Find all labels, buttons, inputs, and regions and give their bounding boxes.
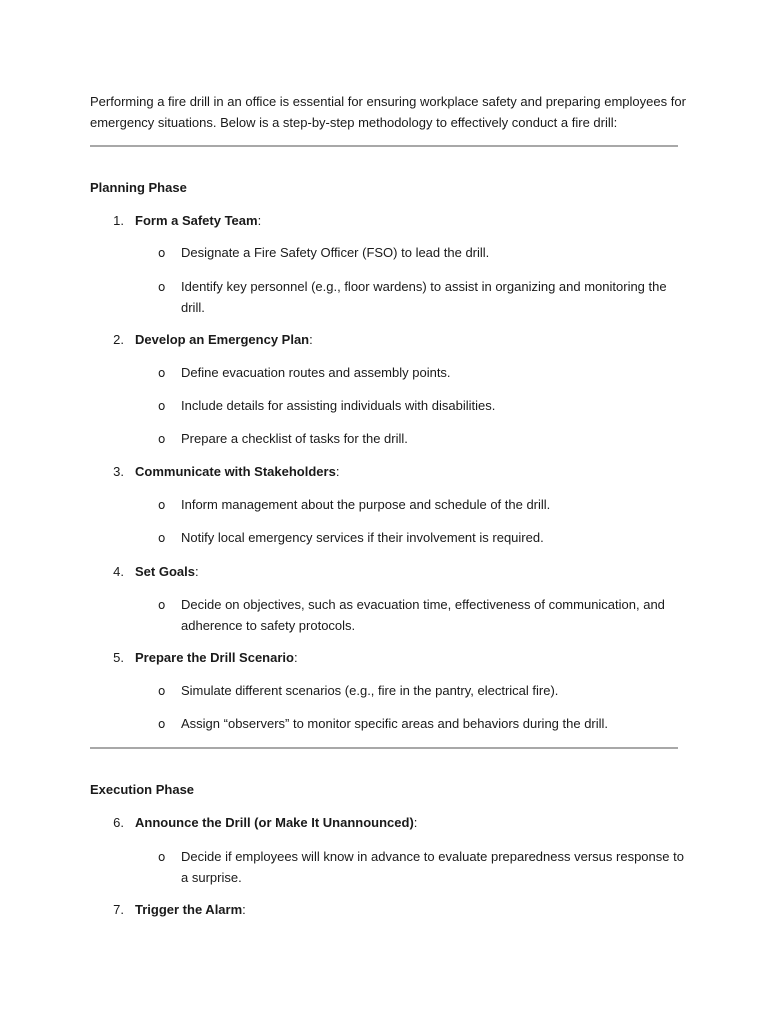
step-title: Announce the Drill (or Make It Unannounced) — [135, 815, 414, 830]
bullet-item — [158, 495, 688, 516]
bullet-text: Prepare a checklist of tasks for the drill. — [181, 431, 408, 446]
phase-heading-planning: Planning Phase — [90, 180, 187, 195]
step-suffix: : — [242, 902, 246, 917]
step-number: 2. — [113, 332, 124, 347]
step-suffix: : — [335, 464, 340, 479]
phase-heading-execution: Execution Phase — [90, 782, 195, 797]
step-number: 5. — [113, 650, 124, 665]
step-number: 1. — [113, 213, 124, 228]
bullet-marker: o — [158, 399, 166, 413]
step-title: Prepare the Drill Scenario — [135, 650, 294, 665]
bullet-item — [158, 714, 688, 735]
bullet-item — [158, 595, 688, 636]
bullet-item — [158, 396, 688, 417]
step-suffix: : — [257, 213, 262, 228]
step-suffix: : — [413, 815, 418, 830]
section-divider — [90, 747, 678, 749]
bullet-item — [158, 528, 688, 549]
bullet-text: Decide on objectives, such as evacuation time, effectiveness of communication, and adherence to safety protocols. — [181, 597, 665, 633]
bullet-marker: o — [158, 850, 166, 864]
intro-paragraph: Performing a fire drill in an office is essential for ensuring workplace safety and preparing employees for emergency situations. Below is a step-by-step methodology to effectively conduct a fire drill: — [90, 94, 686, 130]
bullet-item — [158, 277, 688, 318]
step-suffix: : — [309, 332, 313, 347]
bullet-item — [158, 363, 688, 384]
bullet-marker: o — [158, 280, 166, 294]
step-title: Trigger the Alarm — [135, 902, 243, 917]
step-title: Set Goals — [135, 564, 195, 579]
bullet-marker: o — [158, 598, 166, 612]
step-number: 6. — [113, 815, 124, 830]
step-number: 7. — [113, 902, 124, 917]
bullet-marker: o — [158, 498, 166, 512]
bullet-item — [158, 429, 688, 450]
step-suffix: : — [293, 650, 298, 665]
bullet-marker: o — [158, 246, 166, 260]
bullet-marker: o — [158, 717, 166, 731]
bullet-marker: o — [158, 684, 166, 698]
bullet-text: Identify key personnel (e.g., floor wardens) to assist in organizing and monitoring the drill. — [181, 279, 667, 315]
bullet-item — [158, 847, 688, 888]
step-number: 4. — [113, 564, 124, 579]
bullet-marker: o — [158, 432, 166, 446]
bullet-text: Inform management about the purpose and schedule of the drill. — [181, 497, 551, 512]
bullet-text: Assign “observers” to monitor specific areas and behaviors during the drill. — [181, 716, 609, 731]
bullet-text: Simulate different scenarios (e.g., fire in the pantry, electrical fire). — [181, 683, 559, 698]
bullet-item — [158, 243, 688, 264]
bullet-marker: o — [158, 366, 166, 380]
bullet-text: Designate a Fire Safety Officer (FSO) to lead the drill. — [181, 245, 490, 260]
step-title: Communicate with Stakeholders — [135, 464, 336, 479]
step-suffix: : — [194, 564, 199, 579]
bullet-text: Define evacuation routes and assembly points. — [181, 365, 451, 380]
section-divider — [90, 145, 678, 147]
step-title: Form a Safety Team — [135, 213, 258, 228]
bullet-text: Notify local emergency services if their involvement is required. — [181, 530, 544, 545]
bullet-text: Decide if employees will know in advance to evaluate preparedness versus response to a surprise. — [181, 849, 684, 885]
bullet-item — [158, 681, 688, 702]
step-number: 3. — [113, 464, 124, 479]
bullet-marker: o — [158, 531, 166, 545]
step-title: Develop an Emergency Plan — [135, 332, 310, 347]
bullet-text: Include details for assisting individuals with disabilities. — [181, 398, 496, 413]
